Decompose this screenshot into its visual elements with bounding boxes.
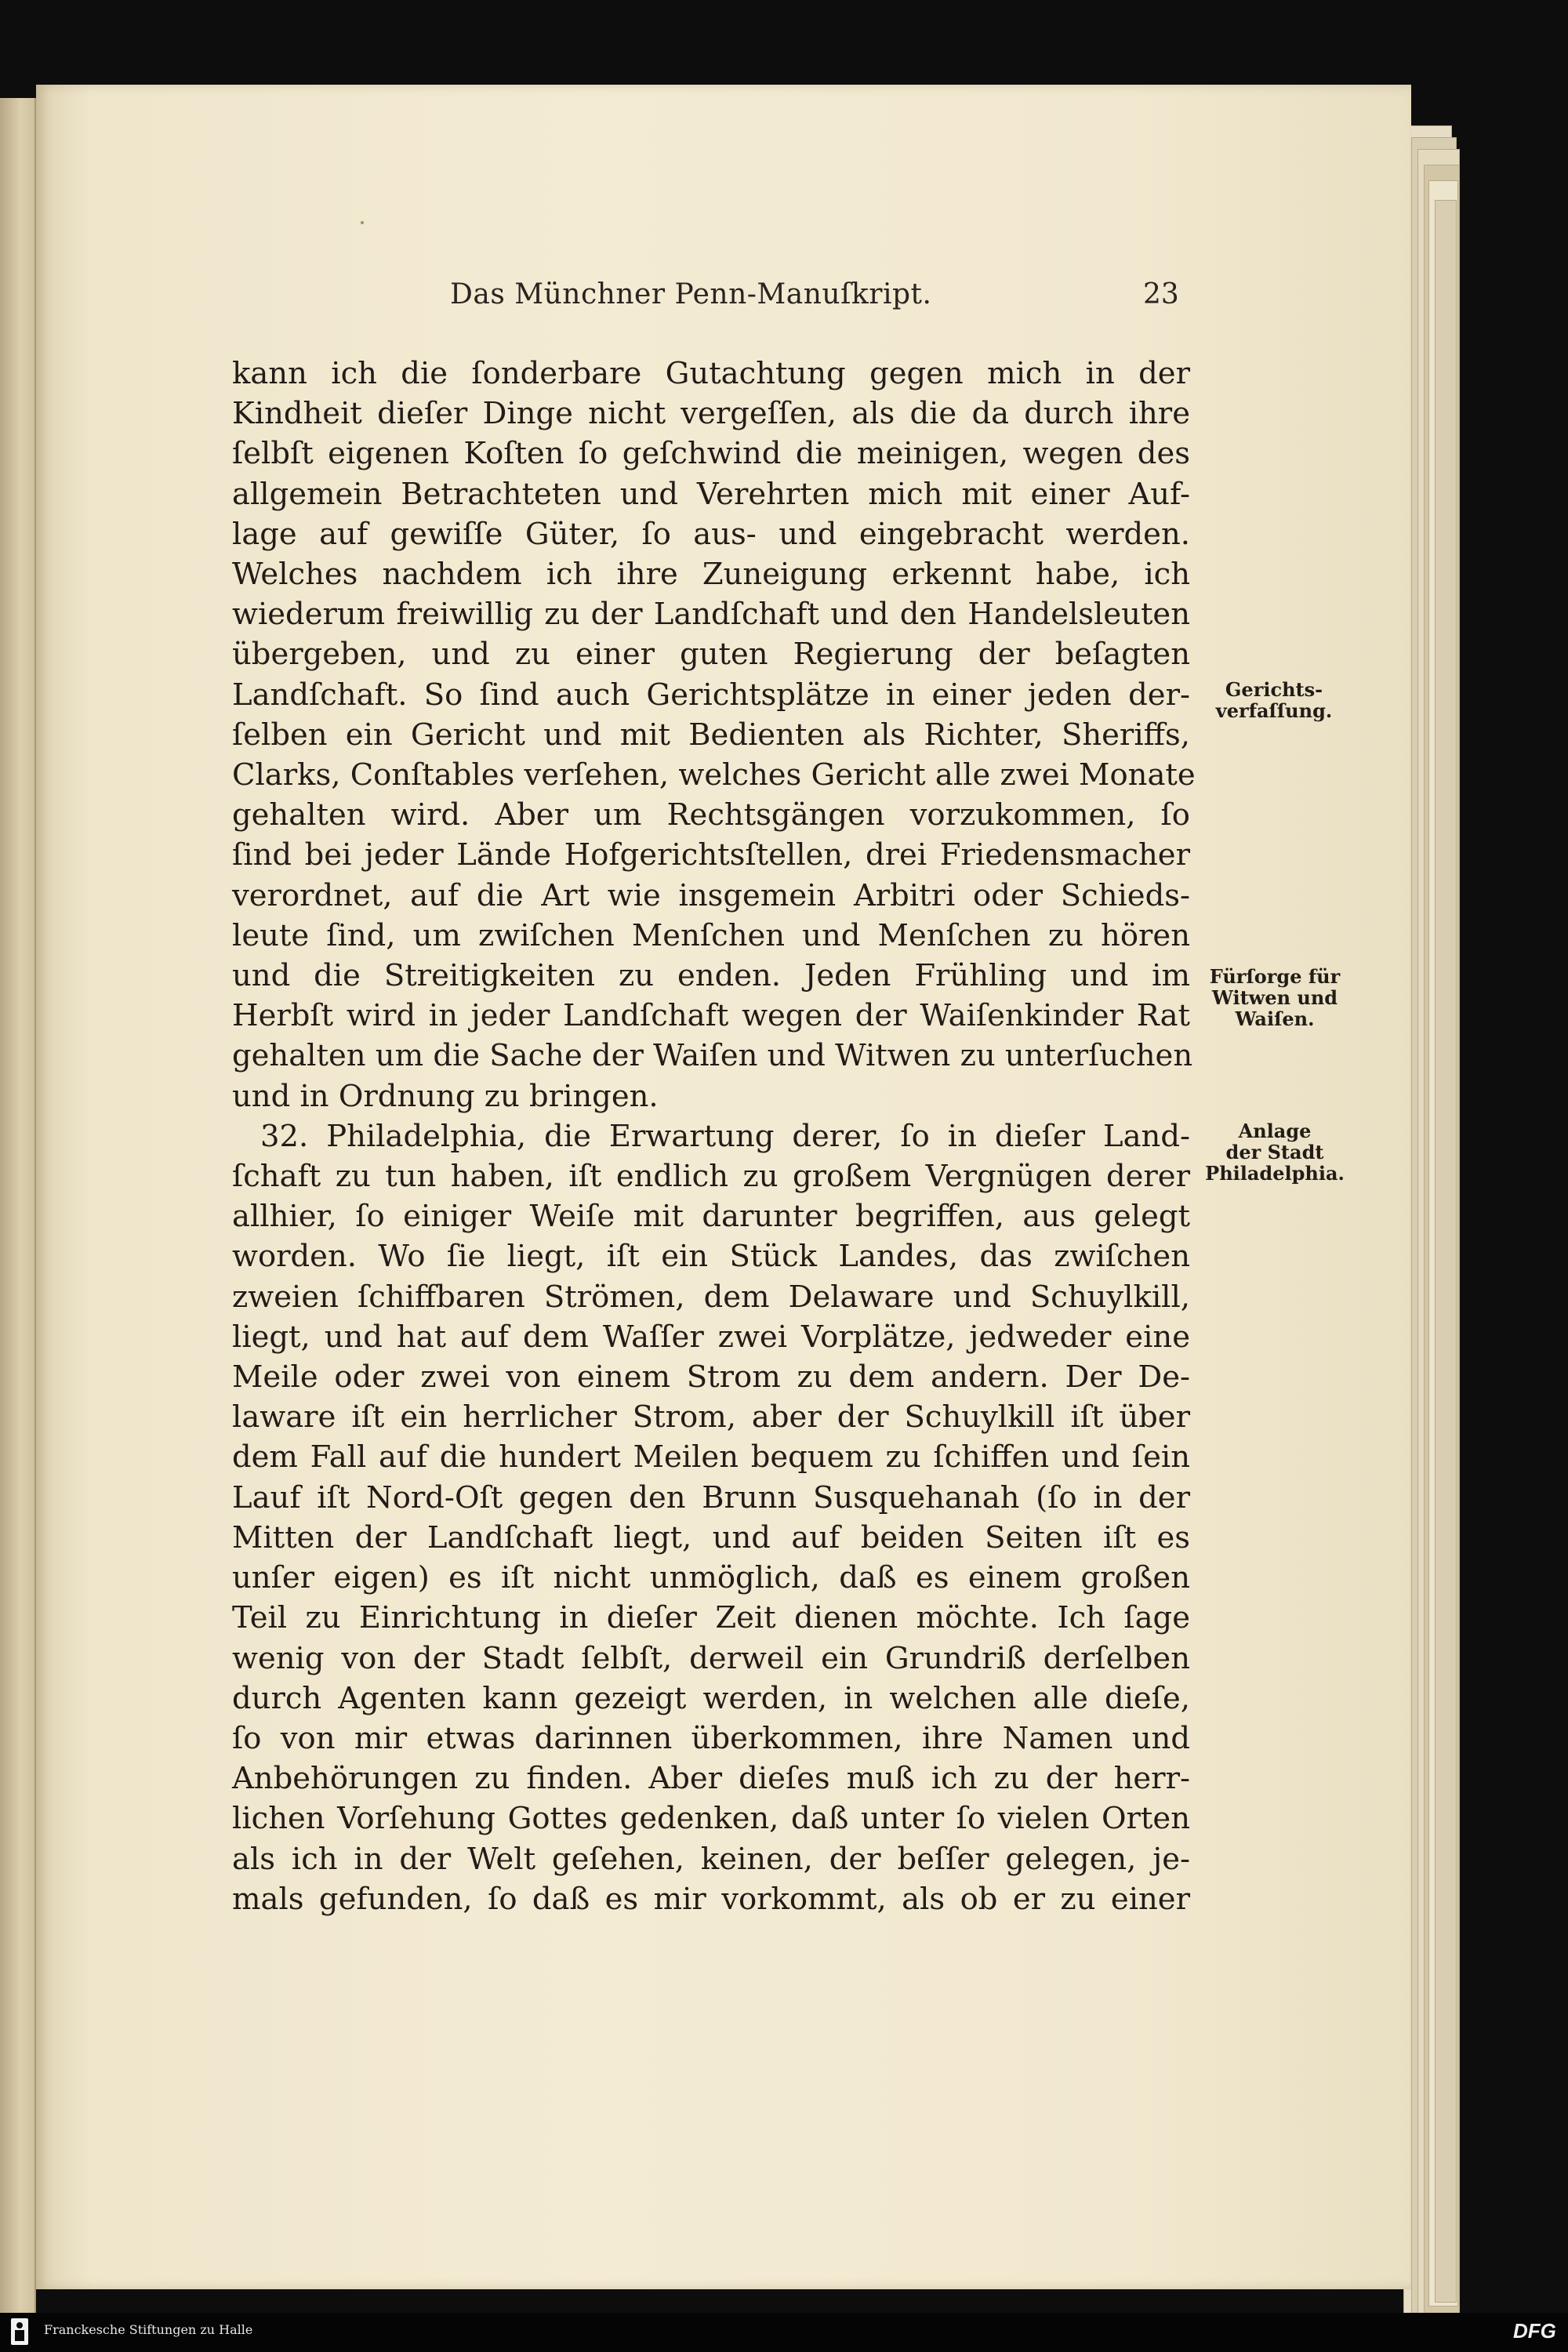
text-line: leute ſind, um zwiſchen Menſchen und Menſchen zu hören: [232, 917, 1190, 953]
text-line: Clarks, Conſtables verſehen, welches Gericht alle zwei Monate: [232, 757, 1196, 793]
text-line: gehalten um die Sache der Waiſen und Witwen zu unterſuchen: [232, 1038, 1193, 1074]
text-line: Herbſt wird in jeder Landſchaft wegen der Waiſenkinder Rat: [232, 998, 1190, 1034]
text-line: wenig von der Stadt ſelbſt, derweil ein Grundriß derſelben: [232, 1640, 1190, 1676]
text-line: durch Agenten kann gezeigt werden, in welchen alle dieſe,: [232, 1680, 1190, 1716]
text-line: Anbehörungen zu finden. Aber dieſes muß ich zu der herr-: [232, 1761, 1190, 1797]
text-line: allgemein Betrachteten und Verehrten mich mit einer Auf-: [232, 476, 1190, 512]
text-line: allhier, ſo einiger Weiſe mit darunter begriffen, aus gelegt: [232, 1199, 1190, 1235]
text-line: Lauf iſt Nord-Oſt gegen den Brunn Susquehanah (ſo in der: [232, 1479, 1190, 1515]
text-line: Meile oder zwei von einem Strom zu dem andern. Der De-: [232, 1359, 1190, 1396]
page-edge: [1435, 200, 1457, 2303]
text-line: lage auf gewiſſe Güter, ſo aus- und eingebracht werden.: [232, 516, 1190, 552]
text-line: lichen Vorſehung Gottes gedenken, daß unter ſo vielen Orten: [232, 1801, 1190, 1837]
text-line: Mitten der Landſchaft liegt, und auf beiden Seiten iſt es: [232, 1519, 1190, 1555]
text-line: ſelbſt eigenen Koſten ſo geſchwind die meinigen, wegen des: [232, 436, 1190, 472]
text-line: ſo von mir etwas darinnen überkommen, ihre Namen und: [232, 1720, 1190, 1756]
text-line: Kindheit dieſer Dinge nicht vergeſſen, als die da durch ihre: [232, 396, 1190, 432]
text-line: Landſchaft. So ſind auch Gerichtsplätze in einer jeden der-: [232, 677, 1190, 713]
margin-note-line: Witwen und: [1211, 986, 1338, 1009]
text-line: Welches nachdem ich ihre Zuneigung erkennt habe, ich: [232, 557, 1190, 593]
text-line: mals gefunden, ſo daß es mir vorkommt, als ob er zu einer: [232, 1881, 1190, 1917]
institution-logo-icon: [11, 2318, 28, 2345]
text-line: 32. Philadelphia, die Erwartung derer, ſo in dieſer Land-: [260, 1118, 1190, 1154]
running-header-title: Das Münchner Penn-Manuſkript.: [450, 278, 932, 310]
margin-note-anlage: [1196, 1120, 1353, 1184]
text-line: Teil zu Einrichtung in dieſer Zeit dienen möchte. Ich ſage: [232, 1600, 1190, 1636]
text-line: gehalten wird. Aber um Rechtsgängen vorzukommen, ſo: [232, 797, 1190, 833]
text-line: zweien ſchiffbaren Strömen, dem Delaware und Schuylkill,: [232, 1279, 1190, 1315]
paper-spot: [361, 221, 364, 224]
dfg-logo: DFG: [1513, 2319, 1556, 2343]
page-number: 23: [1143, 278, 1179, 310]
text-line: dem Fall auf die hundert Meilen bequem zu ſchiffen und ſein: [232, 1439, 1190, 1475]
text-line: ſchaft zu tun haben, iſt endlich zu großem Vergnügen derer: [232, 1159, 1190, 1195]
margin-note-gerichtsverfassung: [1200, 679, 1348, 721]
text-line: laware iſt ein herrlicher Strom, aber der Schuylkill iſt über: [232, 1399, 1190, 1436]
footer-institution: Franckesche Stiftungen zu Halle: [44, 2322, 253, 2337]
text-line: worden. Wo ſie liegt, iſt ein Stück Landes, das zwiſchen: [232, 1239, 1190, 1275]
left-page-edge: [0, 98, 36, 2321]
text-line: als ich in der Welt geſehen, keinen, der beſſer gelegen, je-: [232, 1841, 1190, 1877]
text-line: liegt, und hat auf dem Waſſer zwei Vorplätze, jedweder eine: [232, 1319, 1190, 1355]
text-line: und in Ordnung zu bringen.: [232, 1078, 659, 1114]
text-line: unſer eigen) es iſt nicht unmöglich, daß es einem großen: [232, 1560, 1190, 1596]
text-line: ſind bei jeder Lände Hofgerichtsſtellen, drei Friedensmacher: [232, 837, 1190, 873]
text-line: wiederum freiwillig zu der Landſchaft und den Handelsleuten: [232, 597, 1190, 633]
text-line: ſelben ein Gericht und mit Bedienten als Richter, Sheriffs,: [232, 717, 1190, 753]
text-line: kann ich die ſonderbare Gutachtung gegen mich in der: [232, 356, 1190, 391]
margin-note-line: Anlage: [1238, 1120, 1312, 1142]
text-line: und die Streitigkeiten zu enden. Jeden Frühling und im: [232, 958, 1190, 994]
text-line: verordnet, auf die Art wie insgemein Arbitri oder Schieds-: [232, 877, 1190, 913]
margin-note-line: Fürſorge für: [1209, 965, 1341, 988]
margin-note-line: verfaſſung.: [1215, 699, 1333, 722]
margin-note-line: Waiſen.: [1235, 1007, 1315, 1030]
margin-note-fuersorge: [1196, 966, 1353, 1029]
margin-note-line: Philadelphia.: [1205, 1162, 1345, 1185]
text-line: übergeben, und zu einer guten Regierung der beſagten: [232, 637, 1190, 673]
margin-note-line: der Stadt: [1225, 1141, 1324, 1163]
body-text: [232, 354, 1196, 1919]
margin-note-line: Gerichts-: [1225, 678, 1323, 701]
